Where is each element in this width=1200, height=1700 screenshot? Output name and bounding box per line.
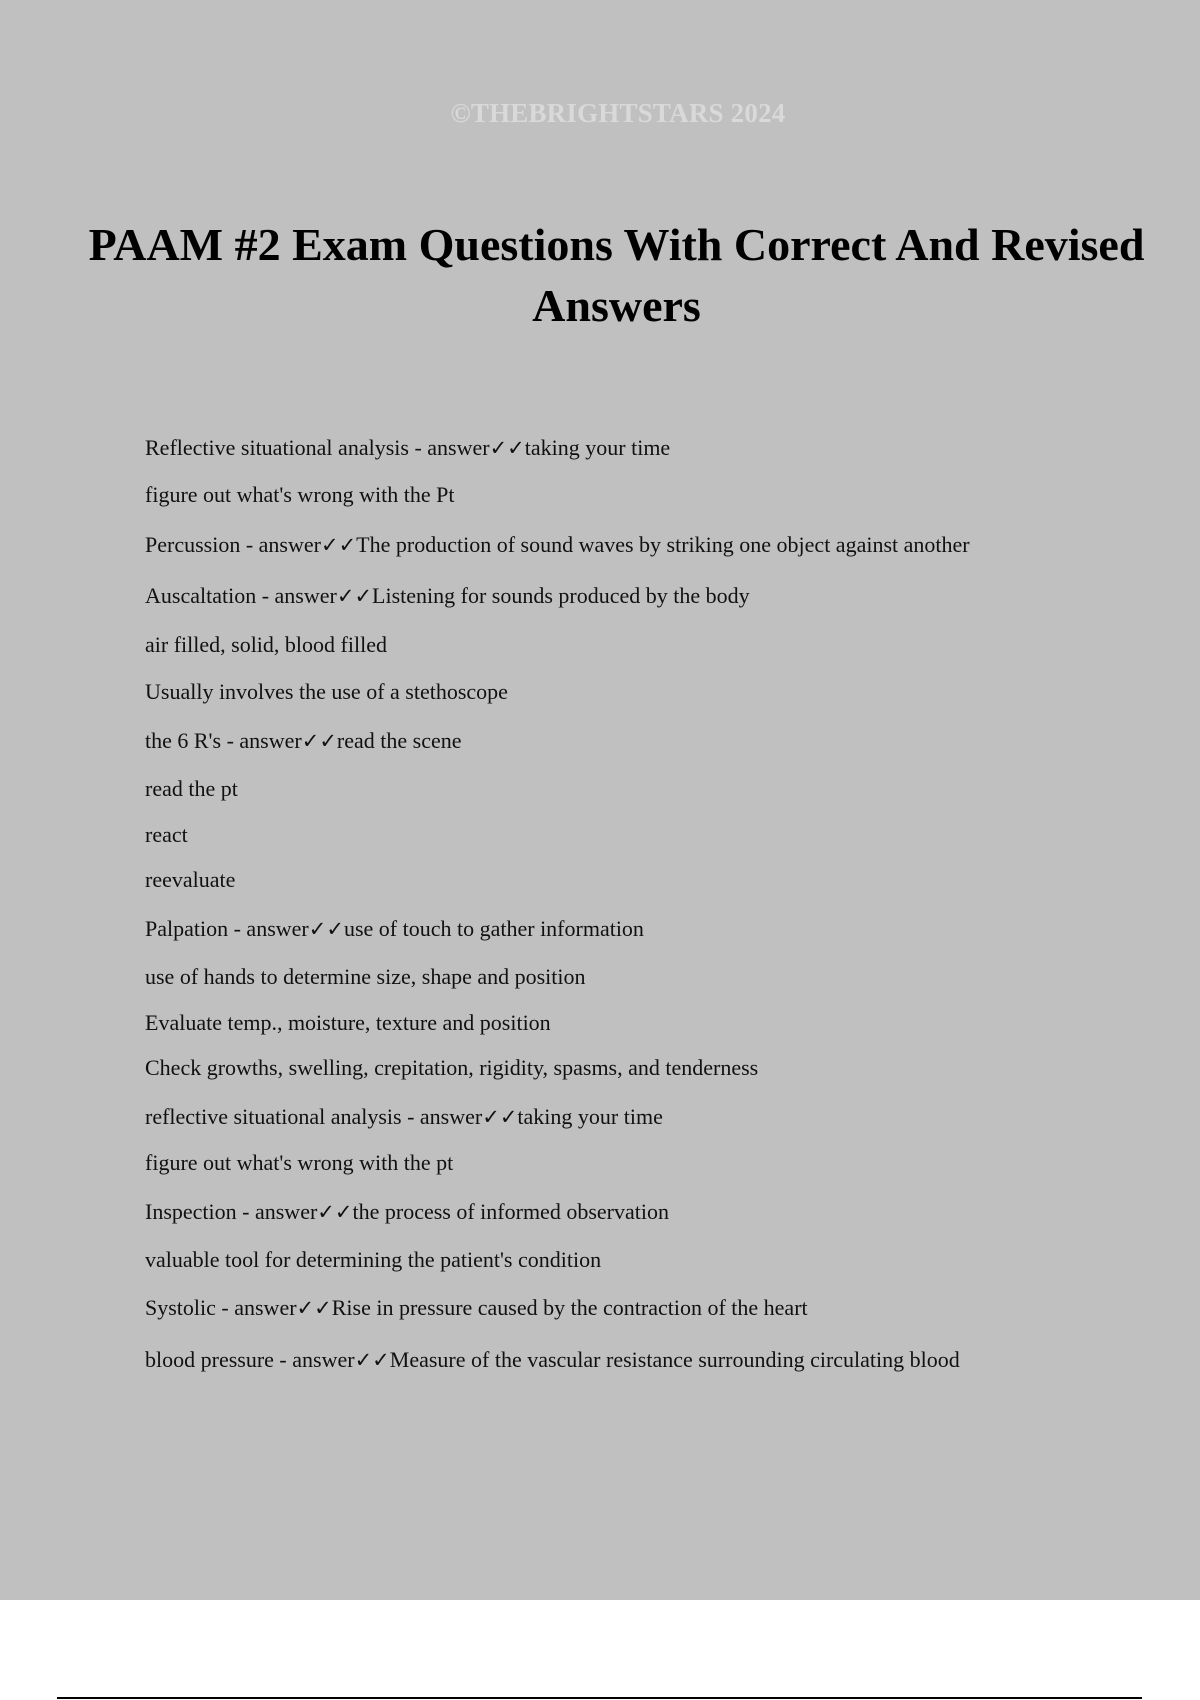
qa-answer: Listening for sounds produced by the body xyxy=(372,583,750,608)
qa-answer: read the scene xyxy=(336,728,462,753)
answer-separator: - answer xyxy=(408,435,490,460)
answer-separator: - answer xyxy=(215,1295,297,1320)
qa-answer: The production of sound waves by striking one object against another xyxy=(356,532,970,557)
check-marks-icon: ✓✓ xyxy=(296,1296,332,1320)
page-title: PAAM #2 Exam Questions With Correct And Revised Answers xyxy=(88,219,1145,331)
watermark: ©THEBRIGHTSTARS 2024 xyxy=(450,98,786,128)
answer-separator: - answer xyxy=(228,916,309,941)
check-marks-icon: ✓✓ xyxy=(301,729,337,753)
answer-separator: - answer xyxy=(221,728,302,753)
qa-term: Reflective situational analysis xyxy=(145,435,409,460)
qa-term: reflective situational analysis xyxy=(145,1104,402,1129)
qa-answer: use of touch to gather information xyxy=(343,916,644,941)
answer-separator: - answer xyxy=(273,1347,355,1372)
qa-answer: Measure of the vascular resistance surrounding circulating blood xyxy=(389,1347,960,1372)
qa-detail-line: Check growths, swelling, crepitation, rigidity, spasms, and tenderness xyxy=(145,1055,759,1080)
qa-detail-line: Usually involves the use of a stethoscope xyxy=(145,679,508,704)
qa-line xyxy=(145,532,970,558)
answer-separator: - answer xyxy=(236,1199,318,1224)
qa-term: Palpation xyxy=(145,916,229,941)
answer-separator: - answer xyxy=(256,583,337,608)
answer-separator: - answer xyxy=(240,532,321,557)
qa-term: Auscaltation xyxy=(145,583,257,608)
qa-detail-line: read the pt xyxy=(145,776,238,801)
qa-line xyxy=(145,728,462,754)
qa-term: Systolic xyxy=(145,1295,216,1320)
qa-answer: taking your time xyxy=(524,435,671,460)
qa-answer: the process of informed observation xyxy=(352,1199,669,1224)
qa-line xyxy=(145,583,750,609)
check-marks-icon: ✓✓ xyxy=(336,584,373,608)
qa-detail-line: figure out what's wrong with the pt xyxy=(145,1150,454,1175)
qa-detail-line: reevaluate xyxy=(145,867,236,892)
qa-detail-line: Evaluate temp., moisture, texture and position xyxy=(145,1010,551,1035)
check-marks-icon: ✓✓ xyxy=(320,533,357,557)
qa-detail-line: valuable tool for determining the patient's condition xyxy=(145,1247,602,1272)
qa-line xyxy=(145,1295,808,1321)
qa-line xyxy=(145,916,644,942)
qa-answer: taking your time xyxy=(517,1104,663,1129)
qa-detail-line: use of hands to determine size, shape and position xyxy=(145,964,586,989)
footer-divider xyxy=(57,1697,1142,1699)
qa-line xyxy=(145,1199,669,1225)
check-marks-icon: ✓✓ xyxy=(354,1348,390,1372)
qa-line xyxy=(145,1347,960,1373)
qa-term: Inspection xyxy=(145,1199,237,1224)
check-marks-icon: ✓✓ xyxy=(308,917,344,941)
qa-term: Percussion xyxy=(145,532,241,557)
qa-detail-line: figure out what's wrong with the Pt xyxy=(145,482,455,507)
qa-detail-line: air filled, solid, blood filled xyxy=(145,632,387,657)
qa-term: the 6 R's xyxy=(145,728,222,753)
check-marks-icon: ✓✓ xyxy=(482,1105,518,1129)
qa-line xyxy=(145,1104,663,1130)
check-marks-icon: ✓✓ xyxy=(489,436,525,460)
qa-detail-line: react xyxy=(145,822,188,847)
qa-line xyxy=(145,435,670,461)
qa-answer: Rise in pressure caused by the contraction of the heart xyxy=(331,1295,808,1320)
answer-separator: - answer xyxy=(401,1104,483,1129)
qa-term: blood pressure xyxy=(145,1347,274,1372)
check-marks-icon: ✓✓ xyxy=(317,1200,353,1224)
